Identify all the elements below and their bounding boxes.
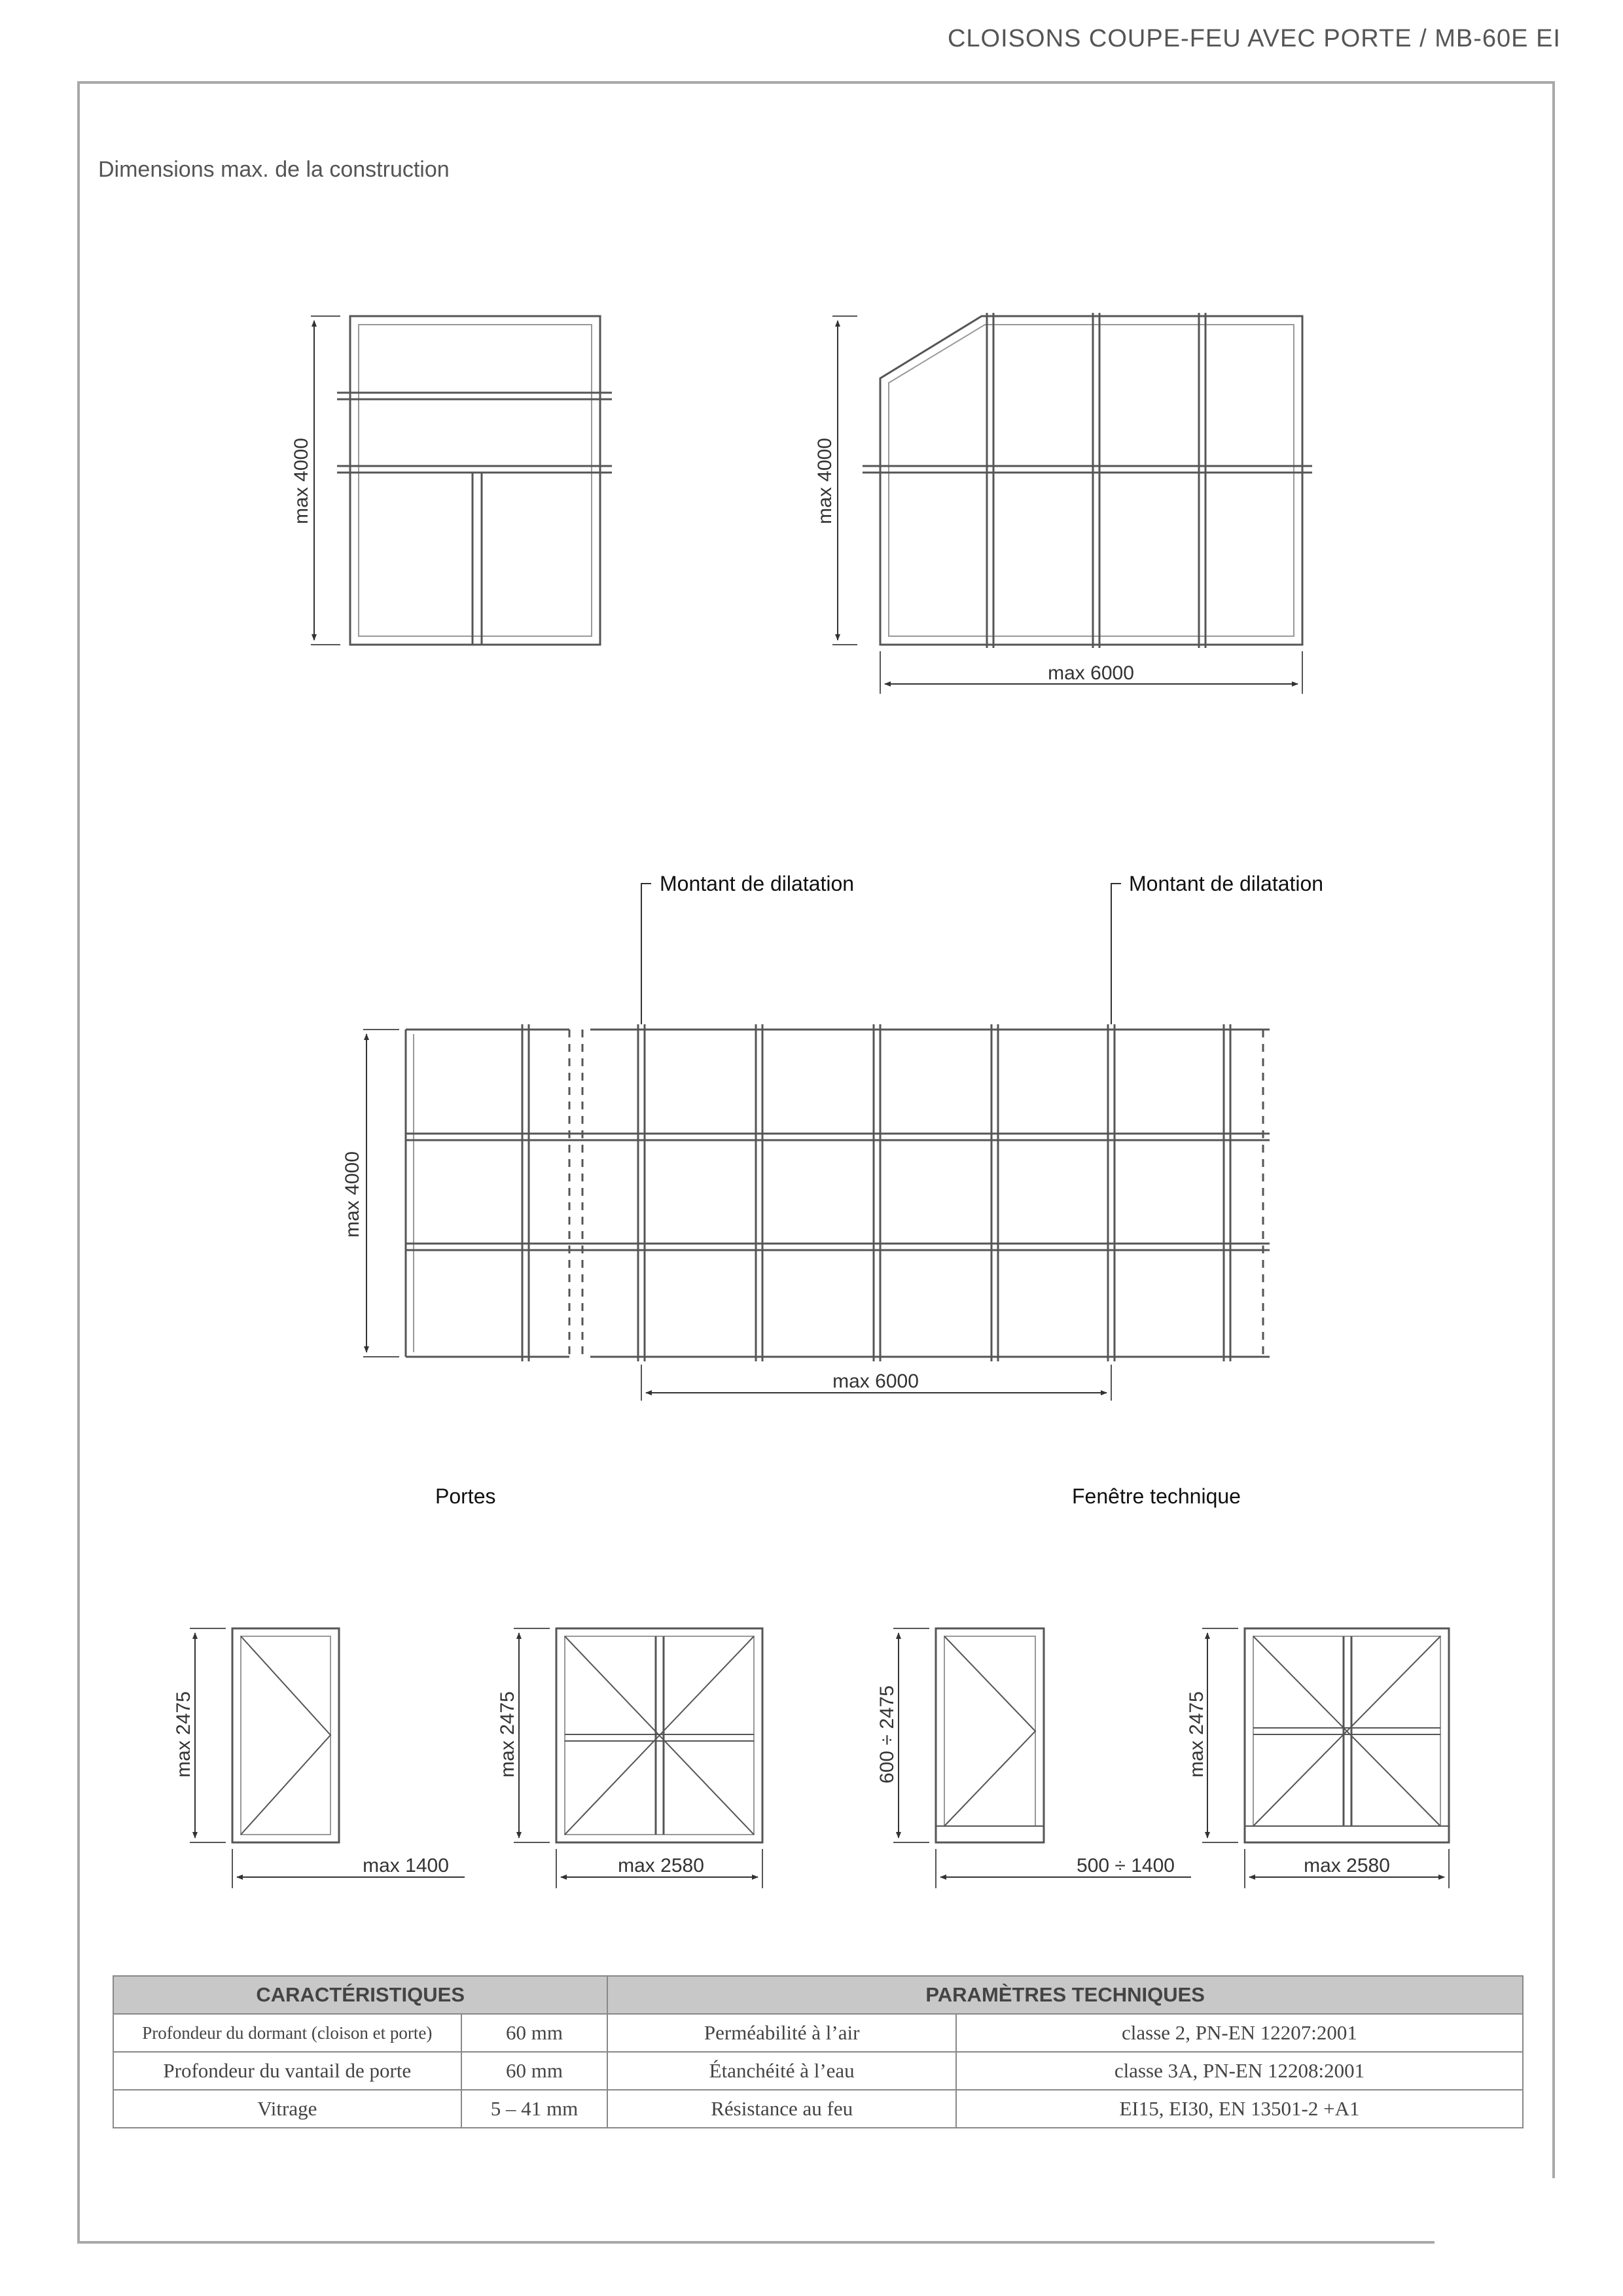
parameter-name: Résistance au feu — [607, 2090, 956, 2128]
features-header: CARACTÉRISTIQUES — [113, 1976, 607, 2014]
table-row — [113, 2090, 1523, 2128]
feature-name: Profondeur du dormant (cloison et porte) — [113, 2014, 461, 2052]
parameter-name: Perméabilité à l’air — [607, 2014, 956, 2052]
technical-parameters-header: PARAMÈTRES TECHNIQUES — [607, 1976, 1523, 2014]
specifications-table — [113, 1975, 1524, 2128]
slanted-partition-drawing — [832, 313, 1312, 694]
feature-name: Vitrage — [113, 2090, 461, 2128]
technical-window-single-width-dimension: 500 ÷ 1400 — [1077, 1855, 1175, 1876]
single-door-drawing — [190, 1628, 465, 1888]
feature-value: 60 mm — [461, 2052, 608, 2090]
technical-window-double-height-dimension: max 2475 — [1186, 1691, 1207, 1778]
table-row — [113, 2014, 1523, 2052]
feature-value: 5 – 41 mm — [461, 2090, 608, 2128]
double-door-height-dimension: max 2475 — [497, 1691, 518, 1778]
technical-window-single-height-dimension: 600 ÷ 2475 — [876, 1685, 898, 1784]
parameter-name: Étanchéité à l’eau — [607, 2052, 956, 2090]
technical-window-single-drawing — [893, 1628, 1191, 1888]
doors-label: Portes — [435, 1484, 496, 1508]
feature-value: 60 mm — [461, 2014, 608, 2052]
double-door-drawing — [514, 1628, 762, 1888]
slanted-partition-height-dimension: max 4000 — [814, 438, 836, 524]
long-partition-drawing — [363, 884, 1270, 1401]
technical-window-double-drawing — [1202, 1628, 1449, 1888]
parameter-value: classe 3A, PN-EN 12208:2001 — [956, 2052, 1523, 2090]
technical-window-double-width-dimension: max 2580 — [1304, 1855, 1390, 1876]
expansion-mullion-label-right: Montant de dilatation — [1129, 872, 1324, 895]
section-title: Dimensions max. de la construction — [98, 157, 450, 182]
technical-window-label: Fenêtre technique — [1072, 1484, 1241, 1508]
long-partition-width-dimension: max 6000 — [832, 1371, 919, 1392]
partition-with-door-drawing — [311, 316, 612, 645]
partition-with-door-height-dimension: max 4000 — [291, 438, 312, 524]
single-door-width-dimension: max 1400 — [363, 1855, 449, 1876]
long-partition-height-dimension: max 4000 — [342, 1151, 363, 1238]
expansion-mullion-label-left: Montant de dilatation — [660, 872, 855, 895]
single-door-height-dimension: max 2475 — [173, 1691, 194, 1778]
feature-name: Profondeur du vantail de porte — [113, 2052, 461, 2090]
parameter-value: EI15, EI30, EN 13501-2 +A1 — [956, 2090, 1523, 2128]
slanted-partition-width-dimension: max 6000 — [1048, 662, 1134, 684]
table-row — [113, 2052, 1523, 2090]
specifications-header-row — [113, 1976, 1523, 2014]
document-header-title: CLOISONS COUPE-FEU AVEC PORTE / MB-60E EI — [947, 25, 1561, 52]
double-door-width-dimension: max 2580 — [618, 1855, 704, 1876]
parameter-value: classe 2, PN-EN 12207:2001 — [956, 2014, 1523, 2052]
